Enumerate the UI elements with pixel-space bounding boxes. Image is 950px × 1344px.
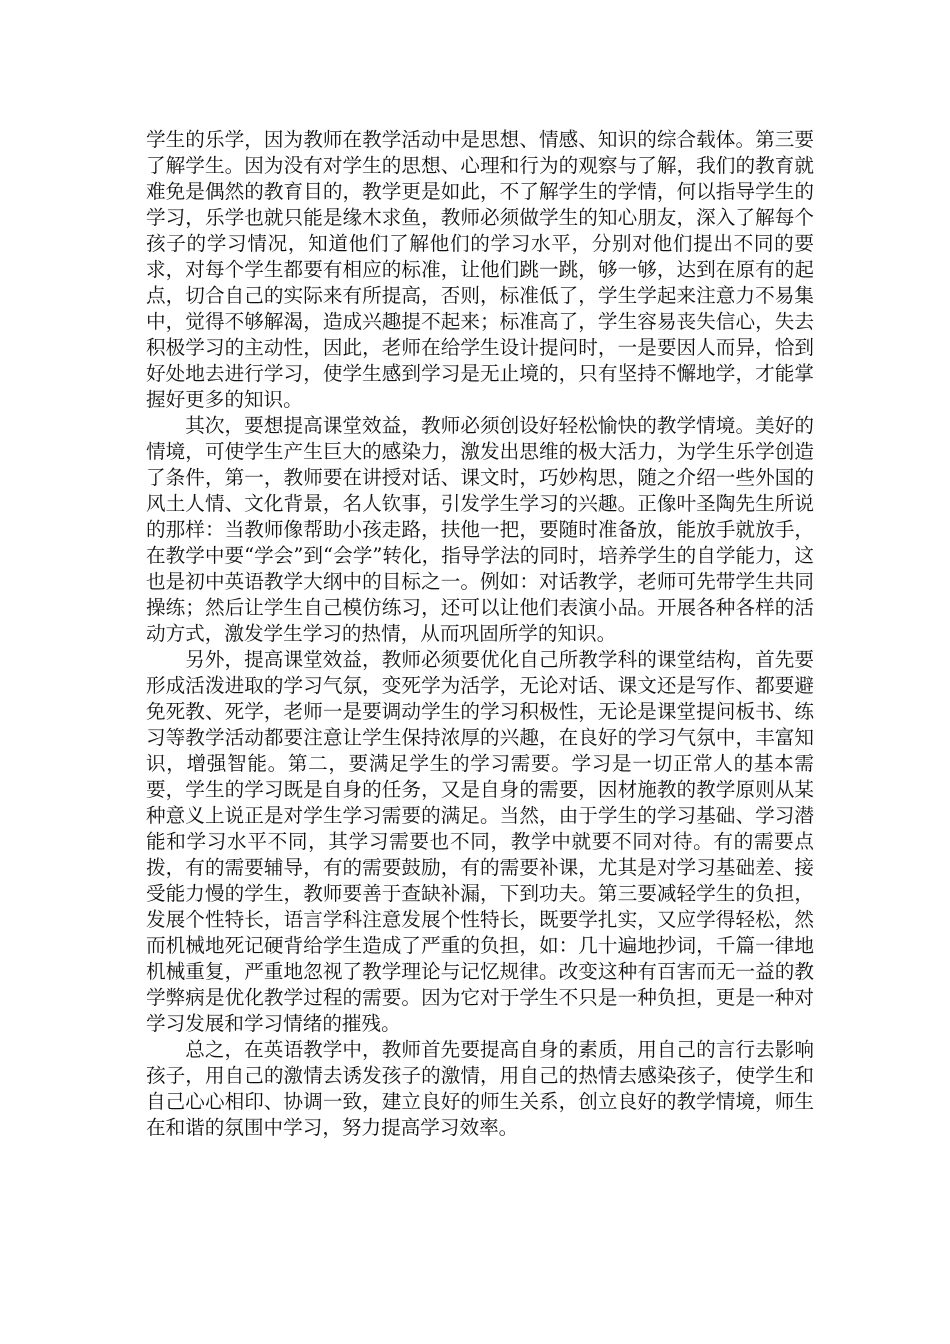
paragraph-continuation: 学生的乐学，因为教师在教学活动中是思想、情感、知识的综合载体。第三要了解学生。因为没有对学生的思想、心理和行为的观察与了解，我们的教育就难免是偶然的教育目的，教学更是如此，不了解学生的学情，何以指导学生的学习，乐学也就只能是缘木求鱼，教师必须做学生的知心朋友，深入了解每个孩子的学习情况，知道他们了解他们的学习水平，分别对他们提出不同的要求，对每个学生都要有相应的标准，让他们跳一跳，够一够，达到在原有的起点，切合自己的实际来有所提高，否则，标准低了，学生学起来注意力不易集中，觉得不够解渴，造成兴趣提不起来；标准高了，学生容易丧失信心，失去积极学习的主动性，因此，老师在给学生设计提问时，一是要因人而异，恰到好处地去进行学习，使学生感到学习是无止境的，只有坚持不懈地学，才能掌握好更多的知识。: [146, 128, 814, 411]
paragraph-second: 其次，要想提高课堂效益，教师必须创设好轻松愉快的教学情境。美好的情境，可使学生产生巨大的感染力，激发出思维的极大活力，为学生乐学创造了条件，第一，教师要在讲授对话、课文时，巧妙构思，随之介绍一些外国的风土人情、文化背景，名人钦事，引发学生学习的兴趣。正像叶圣陶先生所说的那样：当教师像帮助小孩走路，扶他一把，要随时准备放，能放手就放手，在教学中要“学会”到“会学”转化，指导学法的同时，培养学生的自学能力，这也是初中英语教学大纲中的目标之一。例如：对话教学，老师可先带学生共同操练；然后让学生自己模仿练习，还可以让他们表演小品。开展各种各样的活动方式，激发学生学习的热情，从而巩固所学的知识。: [146, 414, 814, 645]
document-body: [146, 127, 814, 1141]
paragraph-conclusion: 总之，在英语教学中，教师首先要提高自身的素质，用自己的言行去影响孩子，用自己的激情去诱发孩子的激情，用自己的热情去感染孩子，使学生和自己心心相印、协调一致，建立良好的师生关系，创立良好的教学情境，师生在和谐的氛围中学习，努力提高学习效率。: [146, 1038, 814, 1139]
paragraph-third: 另外，提高课堂效益，教师必须要优化自己所教学科的课堂结构，首先要形成活泼进取的学习气氛，变死学为活学，无论对话、课文还是写作、都要避免死教、死学，老师一是要调动学生的学习积极性，无论是课堂提问板书、练习等教学活动都要注意让学生保持浓厚的兴趣，在良好的学习气氛中，丰富知识，增强智能。第二，要满足学生的学习需要。学习是一切正常人的基本需要，学生的学习既是自身的任务，又是自身的需要，因材施教的教学原则从某种意义上说正是对学生学习需要的满足。当然，由于学生的学习基础、学习潜能和学习水平不同，其学习需要也不同，教学中就要不同对待。有的需要点拨，有的需要辅导，有的需要鼓励，有的需要补课，尤其是对学习基础差、接受能力慢的学生，教师要善于查缺补漏，下到功夫。第三要减轻学生的负担，发展个性特长，语言学科注意发展个性特长，既要学扎实，又应学得轻松，然而机械地死记硬背给学生造成了严重的负担，如：几十遍地抄词，千篇一律地机械重复，严重地忽视了教学理论与记忆规律。改变这种有百害而无一益的教学弊病是优化教学过程的需要。因为它对于学生不只是一种负担，更是一种对学习发展和学习情绪的摧残。: [146, 648, 814, 1035]
